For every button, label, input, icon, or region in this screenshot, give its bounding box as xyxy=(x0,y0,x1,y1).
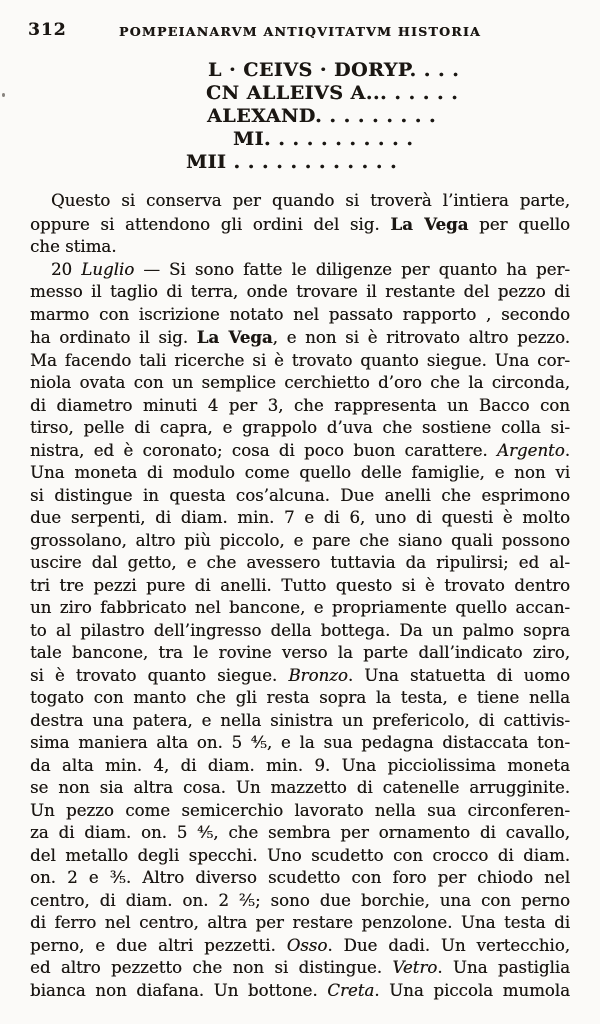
text-line: Questo si conserva per quando si troverà l’intiera parte, xyxy=(51,191,570,210)
inscription-line: MII . . . . . . . . . . . . xyxy=(186,151,398,173)
text-line: due serpenti, di diam. min. 7 e di 6, uno di questi è molto xyxy=(30,508,570,527)
text-line: un ziro fabbricato nel bancone, e propriamente quello accan- xyxy=(30,598,570,617)
text-line: Ma facendo tali ricerche si è trovato quanto siegue. Una cor- xyxy=(30,350,570,370)
text-line: za di diam. on. 5 ⁴⁄₅, che sembra per ornamento di cavallo, xyxy=(30,823,570,842)
page-number: 312 xyxy=(28,20,67,40)
text-line: to al pilastro dell’ingresso della bottega. Da un palmo sopra xyxy=(30,620,570,640)
text-line: on. 2 e ³⁄₅. Altro diverso scudetto con foro per chiodo nel xyxy=(30,868,570,887)
text-line: uscire dal getto, e che avessero tuttavia da ripulirsi; ed al- xyxy=(30,553,570,572)
text-line: tri tre pezzi pure di anelli. Tutto questo si è trovato dentro xyxy=(30,575,570,595)
text-line: marmo con iscrizione notato nel passato rapporto , secondo xyxy=(30,304,570,324)
running-header xyxy=(28,20,572,42)
text-line: messo il taglio di terra, onde trovare il restante del pezzo di xyxy=(30,282,570,301)
text-line: grossolano, altro più piccolo, e pare che siano quali possono xyxy=(30,530,570,550)
text-line: tirso, pelle di capra, e grappolo d’uva che sostiene colla si- xyxy=(30,418,570,437)
text-line: tale bancone, tra le rovine verso la parte dall’indicato ziro, xyxy=(30,643,570,662)
inscription-line: MI. . . . . . . . . . . xyxy=(233,128,414,150)
text-line: del metallo degli specchi. Uno scudetto con crocco di diam. xyxy=(30,845,570,865)
text-line: bianca non diafana. Un bottone. Creta. Una piccola mumola xyxy=(30,980,571,1000)
text-line: Un pezzo come semicerchio lavorato nella sua circonferen- xyxy=(30,800,570,820)
text-line: di ferro nel centro, altra per restare penzolone. Una testa di xyxy=(30,913,570,932)
text-line: ed altro pezzetto che non si distingue. Vetro. Una pastiglia xyxy=(30,958,570,977)
text-line: togato con manto che gli resta sopra la testa, e tiene nella xyxy=(30,688,570,707)
text-line: sima maniera alta on. 5 ⁴⁄₅, e la sua pedagna distaccata ton- xyxy=(30,733,570,752)
text-line: che stima. xyxy=(30,237,117,256)
text-line: destra una patera, e nella sinistra un prefericolo, di cattivis- xyxy=(30,710,570,730)
text-line: si distingue in questa cos’alcuna. Due anelli che esprimono xyxy=(30,485,570,505)
inscription-line: CN ALLEIVS A... . . . . . xyxy=(206,82,459,104)
text-line: Una moneta di modulo come quello delle famiglie, e non vi xyxy=(30,463,570,482)
text-line: perno, e due altri pezzetti. Osso. Due dadi. Un vertecchio, xyxy=(30,935,570,955)
text-line: centro, di diam. on. 2 ²⁄₅; sono due borchie, una con perno xyxy=(30,890,570,910)
inscription-line: ALEXAND. . . . . . . . . xyxy=(207,105,437,127)
text-line: se non sia altra cosa. Un mazzetto di catenelle arrugginite. xyxy=(30,778,570,797)
text-line: niola ovata con un semplice cerchietto d’oro che la circonda, xyxy=(30,373,570,392)
text-line: nistra, ed è coronato; cosa di poco buon carattere. Argento. xyxy=(30,440,570,460)
scan-speck xyxy=(2,93,5,97)
inscription-block xyxy=(186,59,460,174)
text-line: ha ordinato il sig. La Vega, e non si è ritrovato altro pezzo. xyxy=(30,327,570,347)
running-title: POMPEIANARVM ANTIQVITATVM HISTORIA xyxy=(118,24,482,39)
text-line: si è trovato quanto siegue. Bronzo. Una statuetta di uomo xyxy=(30,665,570,685)
text-line: di diametro minuti 4 per 3, che rappresenta un Bacco con xyxy=(30,395,570,415)
body-text xyxy=(30,190,570,1002)
text-line: da alta min. 4, di diam. min. 9. Una picciolissima moneta xyxy=(30,755,570,775)
inscription-line: L · CEIVS · DORYP. . . . xyxy=(208,59,460,81)
text-line: 20 Luglio — Si sono fatte le diligenze per quanto ha per- xyxy=(51,259,570,279)
text-line: oppure si attendono gli ordini del sig. La Vega per quello xyxy=(30,213,570,234)
